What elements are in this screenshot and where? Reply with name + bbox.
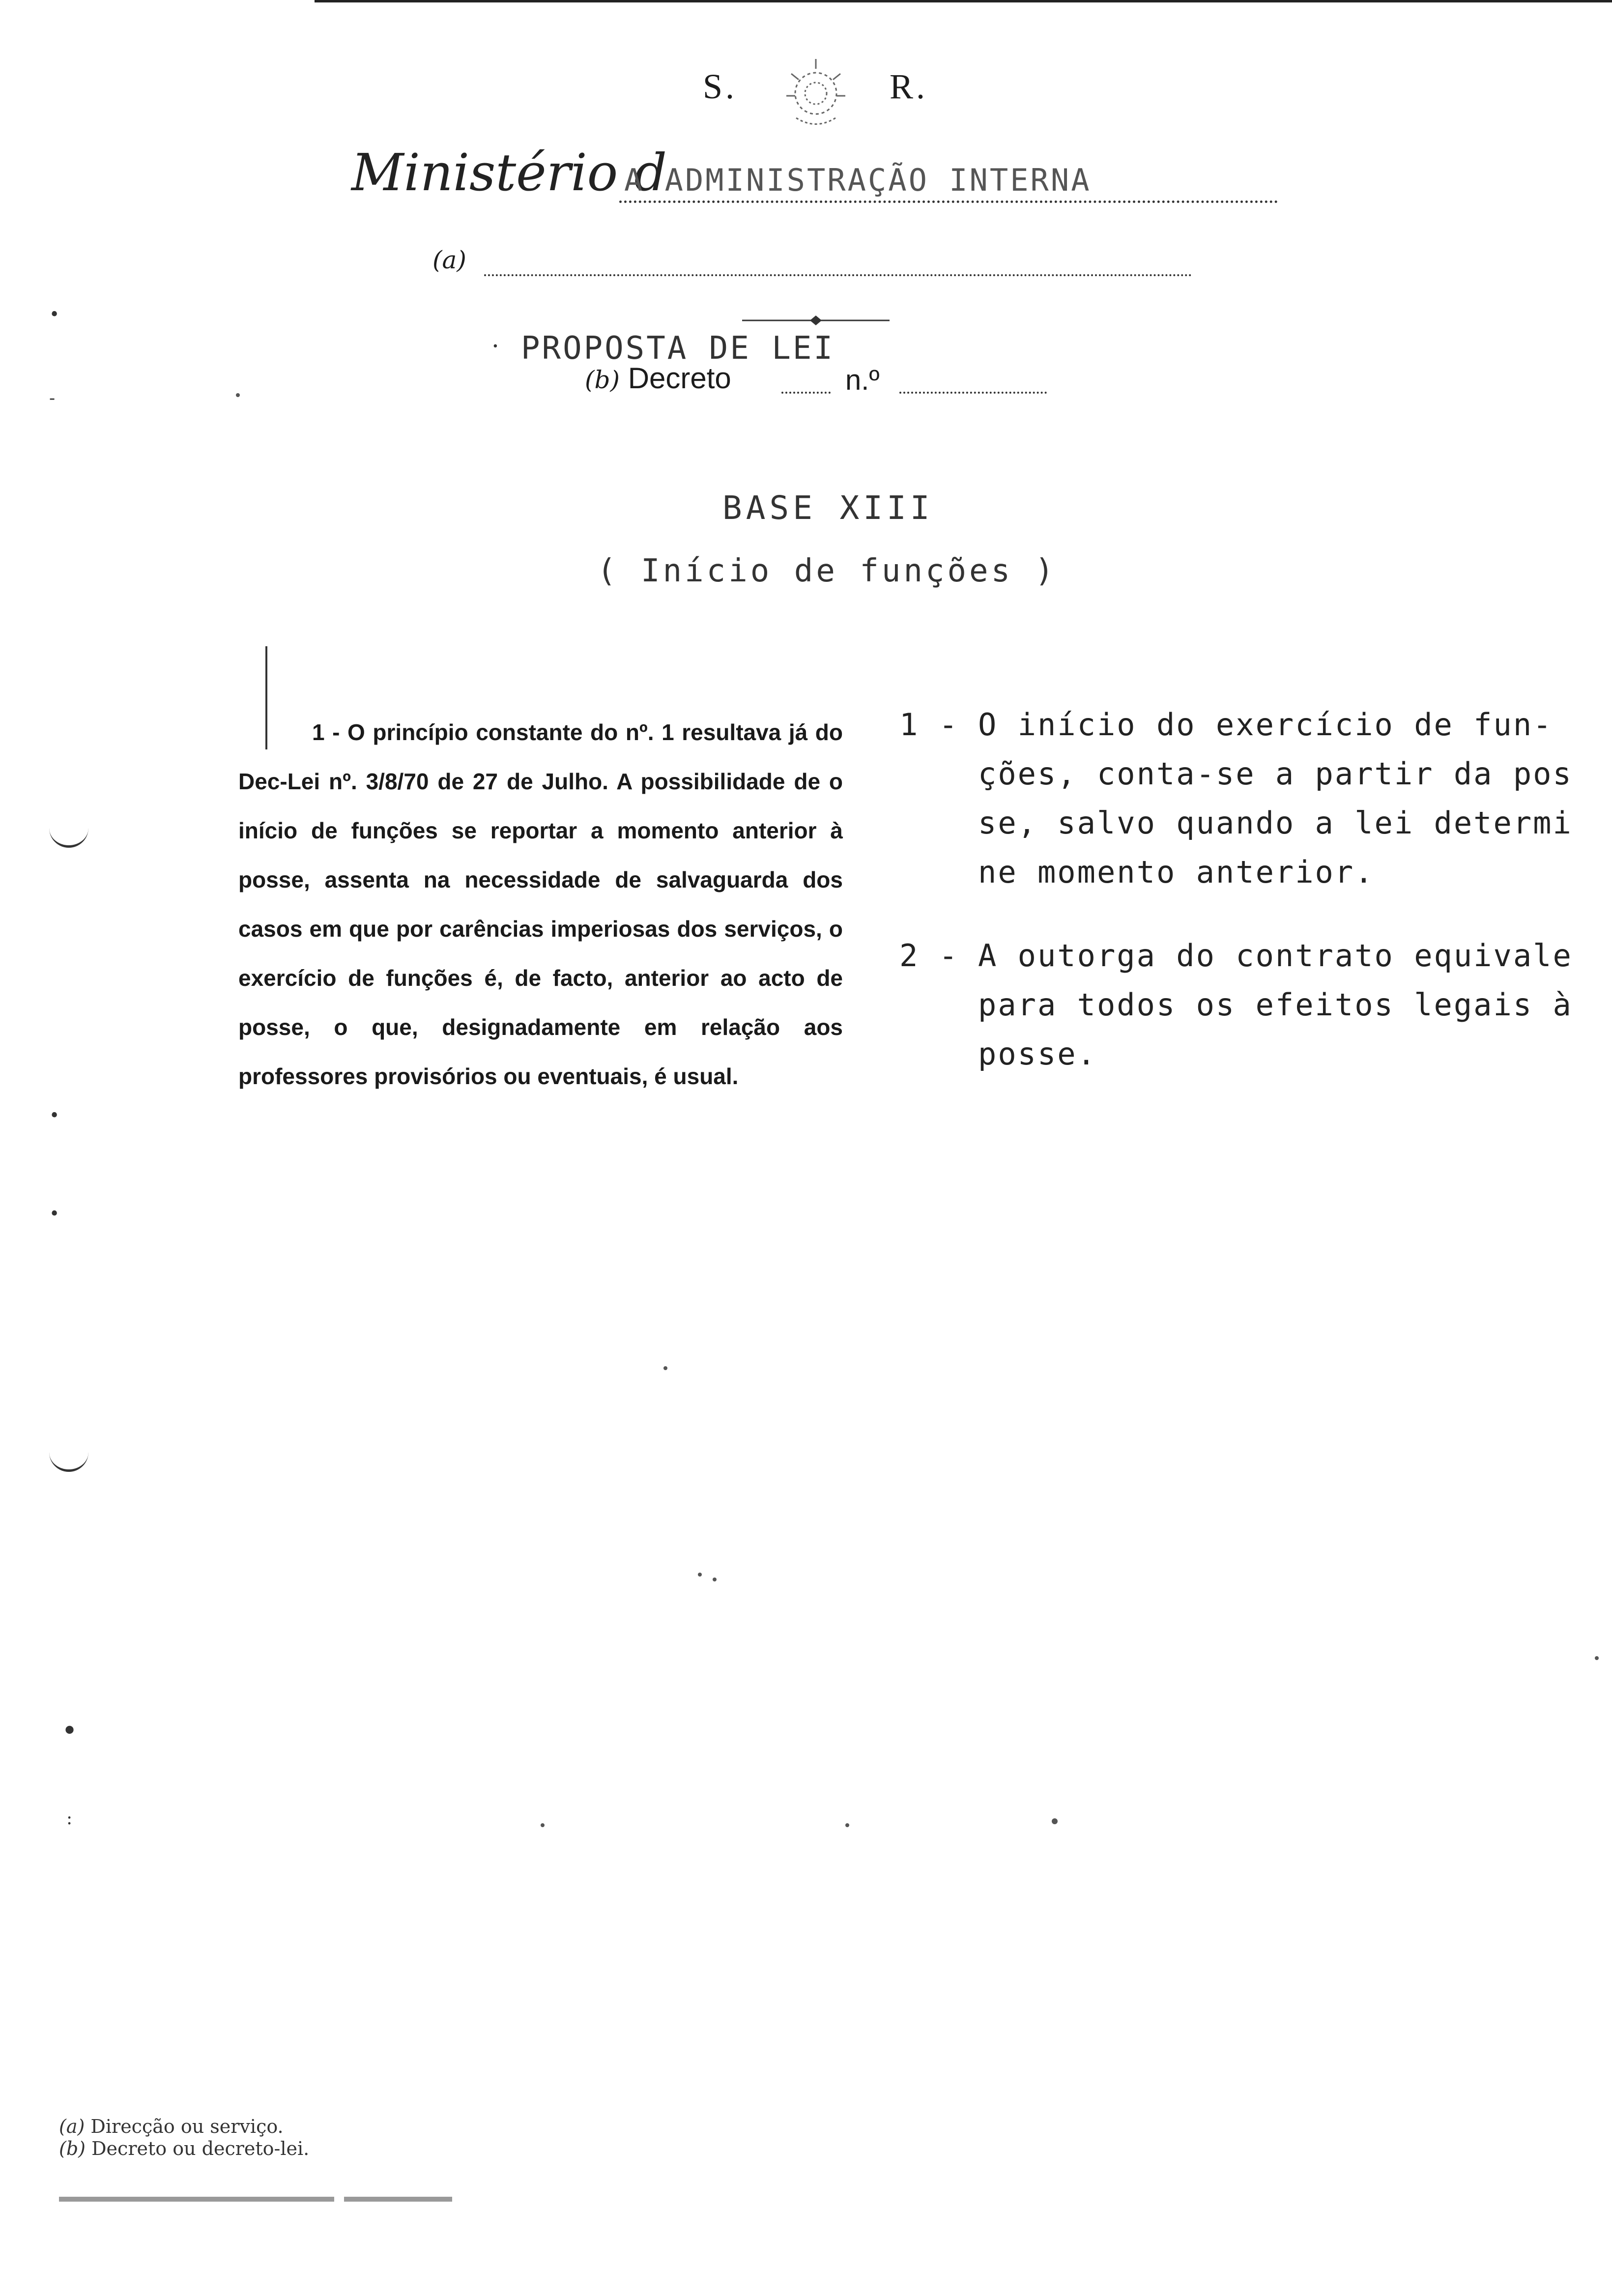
decreto-field [585, 361, 731, 395]
paper-speck [713, 1578, 717, 1581]
footnote-a-text: Direcção ou serviço. [90, 2116, 284, 2137]
field-b-label: (b) [585, 366, 620, 394]
margin-mark: • [49, 1204, 60, 1224]
header-sr-left: S. [703, 67, 738, 106]
field-a-line [484, 256, 1192, 276]
paper-speck [1595, 1656, 1599, 1660]
base-title: BASE XIII [722, 489, 934, 527]
numero-fill-line [899, 371, 1047, 394]
item-line: posse. [978, 1036, 1097, 1072]
item-number: 2 - [899, 938, 959, 974]
ministerio-heading: Ministério d [351, 143, 667, 202]
base-subtitle: ( Início de funções ) [597, 553, 1057, 589]
footnote-b [59, 2138, 309, 2159]
item-text [978, 931, 1587, 1079]
coat-of-arms-emblem [772, 49, 860, 133]
footnote-a-mark: (a) [59, 2116, 85, 2137]
ministry-name: A ADMINISTRAÇÃO INTERNA [624, 162, 1092, 198]
margin-mark: • [49, 305, 60, 325]
numero-label: n.º [845, 364, 880, 396]
item-number: 1 - [899, 707, 959, 743]
item-line: A outorga do contrato equivale [978, 938, 1573, 974]
header-sr-right: R. [890, 67, 928, 106]
top-edge-rule [315, 0, 1612, 2]
paper-speck [845, 1823, 849, 1827]
ornament-divider [742, 315, 890, 326]
margin-mark: • [49, 1106, 60, 1126]
decreto-fill-line [781, 371, 831, 394]
binding-hole-mark [49, 826, 88, 848]
footnote-b-mark: (b) [59, 2138, 86, 2159]
paper-speck [698, 1573, 702, 1577]
justification-note: 1 - O princípio constante do nº. 1 resultava já do Dec-Lei nº. 3/8/70 de 27 de Julho. A possibilidade de o início de funções se reportar a momento anterior à posse, assenta na necessidade de salvaguarda dos casos em que por carências imperiosas dos serviços, o exercício de funções é, de facto, anterior ao acto de posse, o que, designadamente em relação aos professores provisórios ou eventuais, é usual. [238, 719, 843, 1089]
paper-speck [1052, 1818, 1058, 1824]
bullet-dot: · [491, 332, 499, 360]
margin-mark: • [61, 1715, 78, 1747]
footnote-b-text: Decreto ou decreto-lei. [91, 2138, 310, 2159]
decreto-label: Decreto [628, 362, 731, 395]
paper-speck [541, 1823, 545, 1827]
item-line: ções, conta-se a partir da pos [978, 756, 1573, 792]
margin-mark: : [66, 1808, 73, 1829]
item-line: para todos os efeitos legais à [978, 987, 1573, 1023]
footnote-a [59, 2116, 284, 2137]
item-line: ne momento anterior. [978, 854, 1375, 890]
item-line: O início do exercício de fun- [978, 707, 1553, 743]
margin-mark: - [49, 388, 56, 408]
binding-hole-mark [49, 1450, 88, 1472]
paper-speck [663, 1366, 667, 1370]
printer-code-illegible [59, 2192, 501, 2210]
item-text [978, 700, 1587, 897]
proposta-de-lei: PROPOSTA DE LEI [521, 330, 835, 367]
field-a-label: (a) [432, 246, 466, 274]
paper-speck [236, 393, 240, 397]
item-line: se, salvo quando a lei determi [978, 805, 1573, 841]
